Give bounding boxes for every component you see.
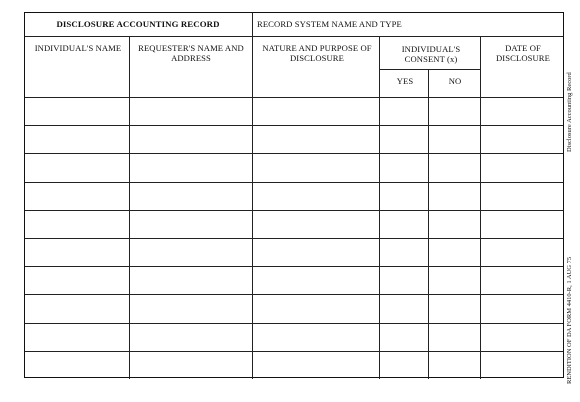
nature-header-line1: NATURE AND PURPOSE OF: [262, 43, 372, 53]
table-row-line: [25, 294, 563, 295]
table-row-line: [25, 125, 563, 126]
individual-name-header: INDIVIDUAL'S NAME: [34, 43, 122, 53]
table-row-line: [25, 238, 563, 239]
date-header-line2: DISCLOSURE: [495, 53, 550, 63]
date-header-line1: DATE OF: [505, 43, 541, 53]
title-separator: [252, 13, 253, 36]
consent-header-line2: CONSENT (x): [404, 54, 458, 64]
table-row-line: [25, 210, 563, 211]
consent-yes-header: YES: [396, 76, 414, 86]
column-line: [129, 36, 130, 379]
table-row-line: [25, 351, 563, 352]
table-row-line: [25, 323, 563, 324]
column-header-bottom: [25, 97, 563, 98]
nature-header-line2: DISCLOSURE: [289, 53, 344, 63]
form-title: DISCLOSURE ACCOUNTING RECORD: [56, 19, 220, 29]
table-row-line: [25, 266, 563, 267]
column-line: [252, 36, 253, 379]
consent-no-header: NO: [448, 76, 462, 86]
header-divider: [25, 36, 563, 37]
side-label-top: Disclosure Accounting Record: [566, 72, 573, 152]
consent-header-line1: INDIVIDUAL'S: [401, 44, 461, 54]
record-system-label: RECORD SYSTEM NAME AND TYPE: [257, 19, 402, 29]
requester-header-line1: REQUESTER'S NAME AND: [138, 43, 244, 53]
column-line: [379, 36, 380, 379]
consent-subcolumn-line: [428, 69, 429, 379]
consent-subheader-line: [380, 69, 480, 70]
requester-header-line2: ADDRESS: [171, 53, 211, 63]
column-line: [480, 36, 481, 379]
table-row-line: [25, 182, 563, 183]
side-label-bottom: RENDITION OF DA FORM 4410-R, 1 AUG 75: [566, 256, 573, 384]
disclosure-accounting-form: [24, 12, 564, 378]
table-row-line: [25, 153, 563, 154]
